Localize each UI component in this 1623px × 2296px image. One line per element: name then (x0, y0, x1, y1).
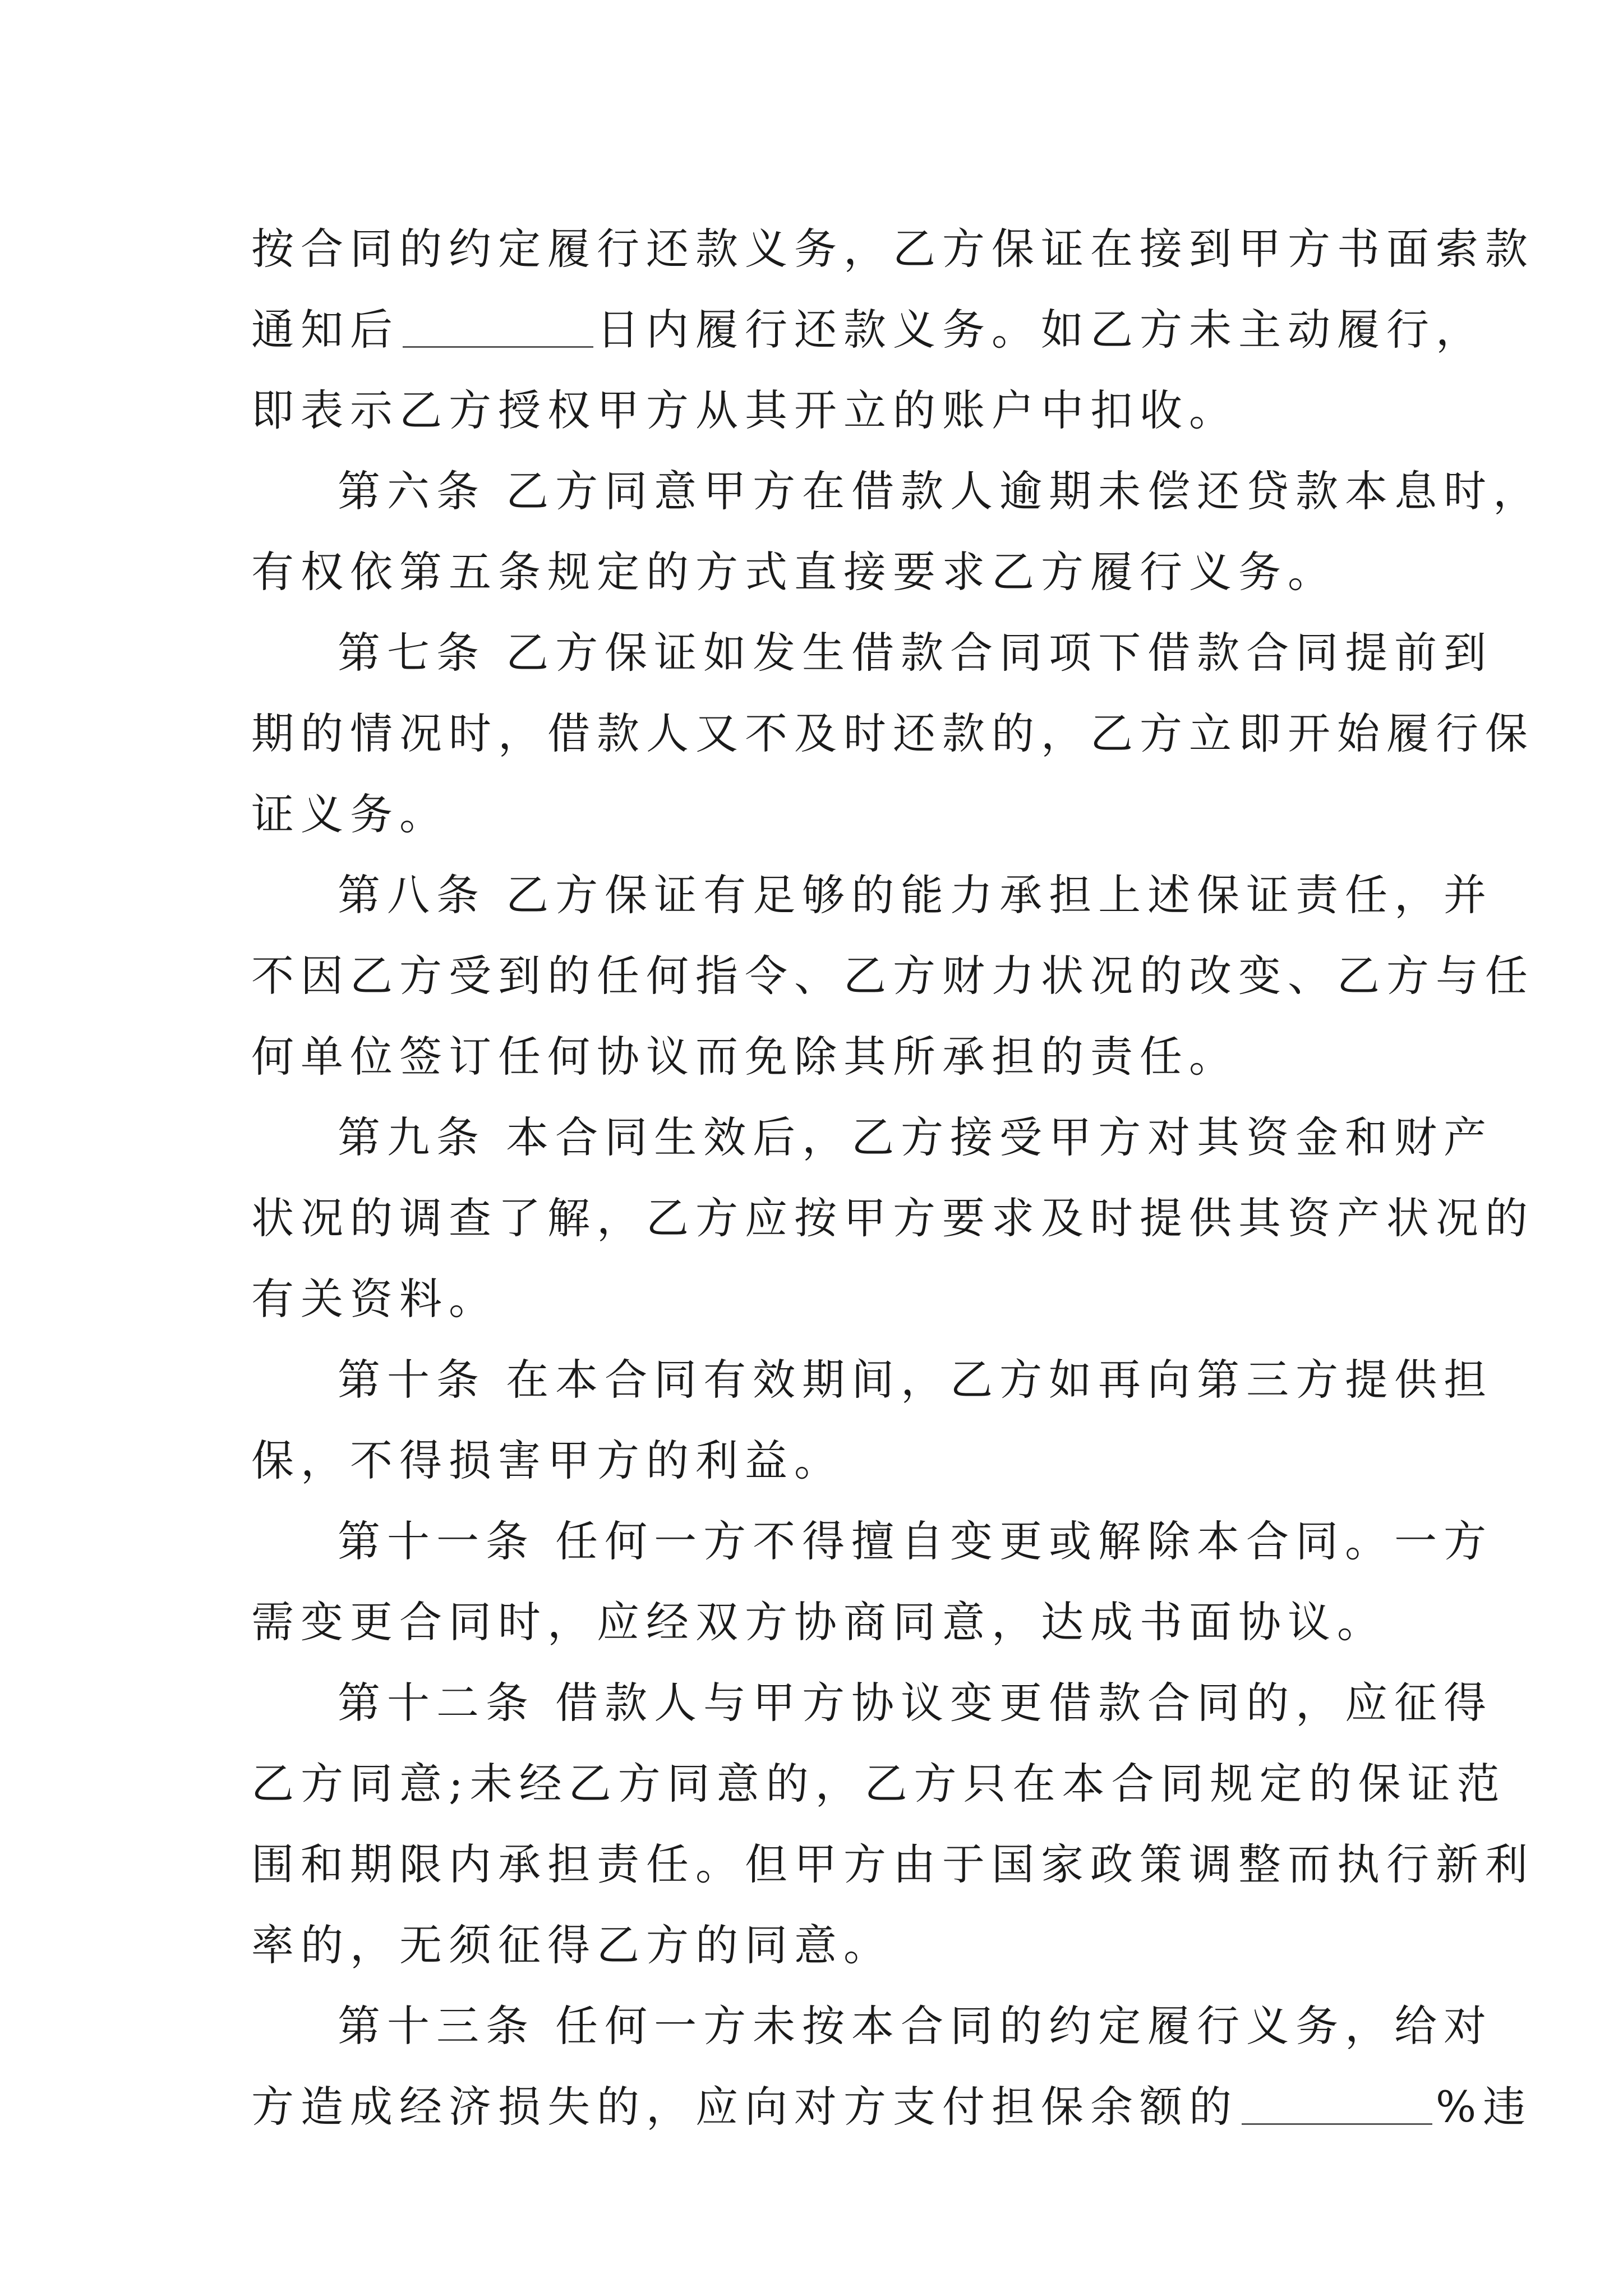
article-first-line (251, 451, 1543, 532)
text-segment: 保，不得损害甲方的利益。 (251, 1435, 843, 1485)
text-segment: 期的情况时，借款人又不及时还款的，乙方立即开始履行保 (251, 708, 1534, 758)
text-segment: 有关资料。 (251, 1274, 498, 1324)
text-line (251, 774, 1395, 855)
fill-in-blank[interactable] (1242, 2084, 1432, 2125)
text-line (251, 1420, 1395, 1501)
text-line (251, 370, 1395, 451)
text-segment: 第十三条 任何一方未按本合同的约定履行义务，给对 (338, 2001, 1493, 2051)
text-segment: 即表示乙方授权甲方从其开立的账户中扣收。 (251, 385, 1238, 435)
article-first-line (251, 1340, 1493, 1420)
text-line (251, 1016, 1395, 1097)
article-first-line (251, 613, 1493, 693)
text-line (251, 1178, 1534, 1259)
text-segment: 通知后 (251, 305, 399, 355)
text-segment: 第十条 在本合同有效期间，乙方如再向第三方提供担 (338, 1355, 1493, 1405)
article-first-line (251, 1663, 1493, 1743)
text-segment: %违 (1436, 2082, 1533, 2132)
fill-in-blank[interactable] (403, 307, 593, 348)
text-segment: 何单位签订任何协议而免除其所承担的责任。 (251, 1032, 1238, 1082)
text-line (251, 532, 1395, 613)
text-line (251, 1582, 1395, 1663)
text-line (251, 936, 1534, 1016)
text-segment: 证义务。 (251, 789, 449, 839)
text-segment: 按合同的约定履行还款义务，乙方保证在接到甲方书面索款 (251, 224, 1534, 274)
text-line (251, 693, 1534, 774)
text-segment: 不因乙方受到的任何指令、乙方财力状况的改变、乙方与任 (251, 951, 1534, 1001)
text-segment: 日内履行还款义务。如乙方未主动履行， (597, 305, 1485, 355)
text-line (251, 289, 1485, 370)
text-line (251, 2067, 1533, 2147)
text-segment: 状况的调查了解，乙方应按甲方要求及时提供其资产状况的 (251, 1193, 1534, 1243)
text-segment: 第八条 乙方保证有足够的能力承担上述保证责任，并 (338, 870, 1493, 920)
article-first-line (251, 1097, 1493, 1178)
article-first-line (251, 855, 1493, 936)
text-segment: 围和期限内承担责任。但甲方由于国家政策调整而执行新利 (251, 1839, 1534, 1889)
text-line (251, 1259, 1395, 1340)
text-segment: 乙方同意;未经乙方同意的，乙方只在本合同规定的保证范 (251, 1759, 1506, 1809)
text-segment: 率的，无须征得乙方的同意。 (251, 1920, 893, 1970)
text-segment: 第十一条 任何一方不得擅自变更或解除本合同。一方 (338, 1516, 1493, 1566)
text-segment: 方造成经济损失的，应向对方支付担保余额的 (251, 2082, 1238, 2132)
text-line (251, 209, 1534, 289)
text-line (251, 1905, 1395, 1986)
text-line (251, 1824, 1534, 1905)
article-first-line (251, 1986, 1493, 2067)
text-segment: 第七条 乙方保证如发生借款合同项下借款合同提前到 (338, 628, 1493, 678)
contract-body (251, 209, 1543, 2147)
text-segment: 需变更合同时，应经双方协商同意，达成书面协议。 (251, 1597, 1386, 1647)
text-line (251, 1743, 1506, 1824)
article-first-line (251, 1501, 1493, 1582)
text-segment: 第十二条 借款人与甲方协议变更借款合同的，应征得 (338, 1678, 1493, 1728)
text-segment: 第六条 乙方同意甲方在借款人逾期未偿还贷款本息时， (338, 466, 1543, 516)
text-segment: 第九条 本合同生效后，乙方接受甲方对其资金和财产 (338, 1112, 1493, 1162)
text-segment: 有权依第五条规定的方式直接要求乙方履行义务。 (251, 547, 1337, 597)
